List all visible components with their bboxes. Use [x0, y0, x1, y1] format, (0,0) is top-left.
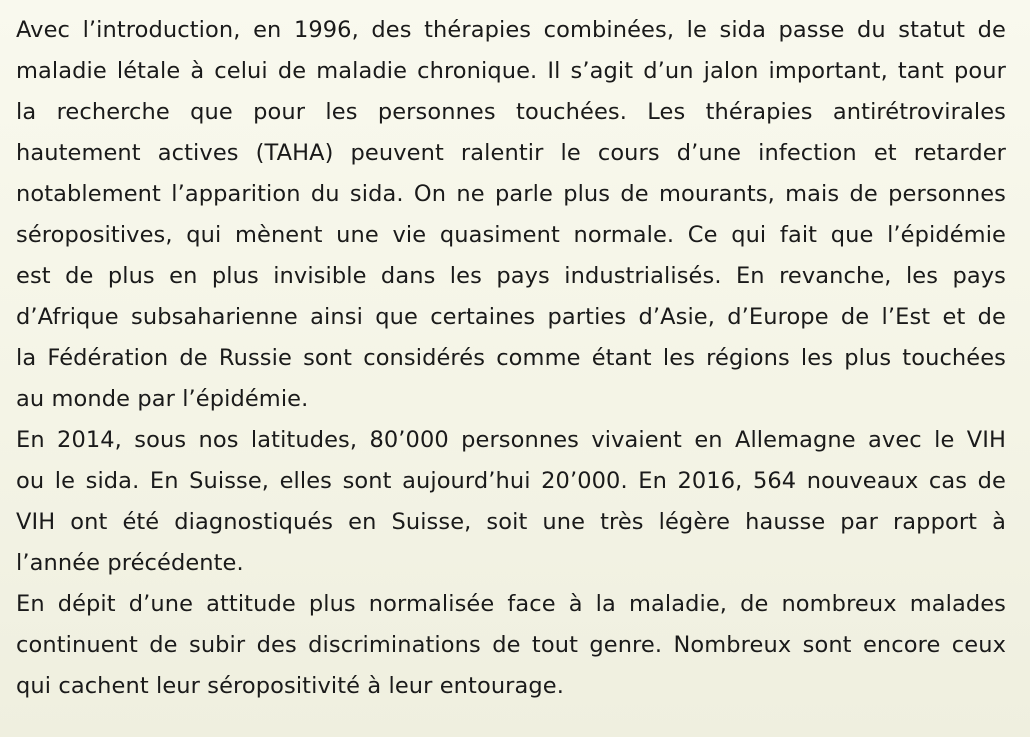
text-line: Avec l’introduction, en 1996, des thérapies combinées, le sida passe du statut de	[16, 17, 1006, 43]
text-line: la Fédération de Russie sont considérés comme étant les régions les plus touchées	[16, 345, 1006, 371]
text-line: est de plus en plus invisible dans les pays industrialisés. En revanche, les pays	[16, 263, 1006, 289]
text-line: au monde par l’épidémie.	[16, 386, 309, 412]
text-line: la recherche que pour les personnes touchées. Les thérapies antirétrovirales	[16, 99, 1006, 125]
text-line: qui cachent leur séropositivité à leur entourage.	[16, 673, 564, 699]
text-line: En dépit d’une attitude plus normalisée face à la maladie, de nombreux malades	[16, 591, 1006, 617]
paragraph-discrimination	[16, 584, 1006, 707]
text-line: VIH ont été diagnostiqués en Suisse, soit une très légère hausse par rapport à	[16, 509, 1006, 535]
text-line: continuent de subir des discriminations de tout genre. Nombreux sont encore ceux	[16, 632, 1006, 658]
paragraph-statistics	[16, 420, 1006, 584]
text-line: notablement l’apparition du sida. On ne parle plus de mourants, mais de personnes	[16, 181, 1006, 207]
body-text	[16, 10, 1006, 707]
paragraph-therapies	[16, 10, 1006, 420]
text-line: En 2014, sous nos latitudes, 80’000 personnes vivaient en Allemagne avec le VIH	[16, 427, 1006, 453]
text-line: ou le sida. En Suisse, elles sont aujourd’hui 20’000. En 2016, 564 nouveaux cas de	[16, 468, 1006, 494]
text-line: maladie létale à celui de maladie chronique. Il s’agit d’un jalon important, tant pour	[16, 58, 1006, 84]
text-line: hautement actives (TAHA) peuvent ralentir le cours d’une infection et retarder	[16, 140, 1006, 166]
text-line: d’Afrique subsaharienne ainsi que certaines parties d’Asie, d’Europe de l’Est et de	[16, 304, 1006, 330]
text-line: l’année précédente.	[16, 550, 244, 576]
text-line: séropositives, qui mènent une vie quasiment normale. Ce qui fait que l’épidémie	[16, 222, 1006, 248]
